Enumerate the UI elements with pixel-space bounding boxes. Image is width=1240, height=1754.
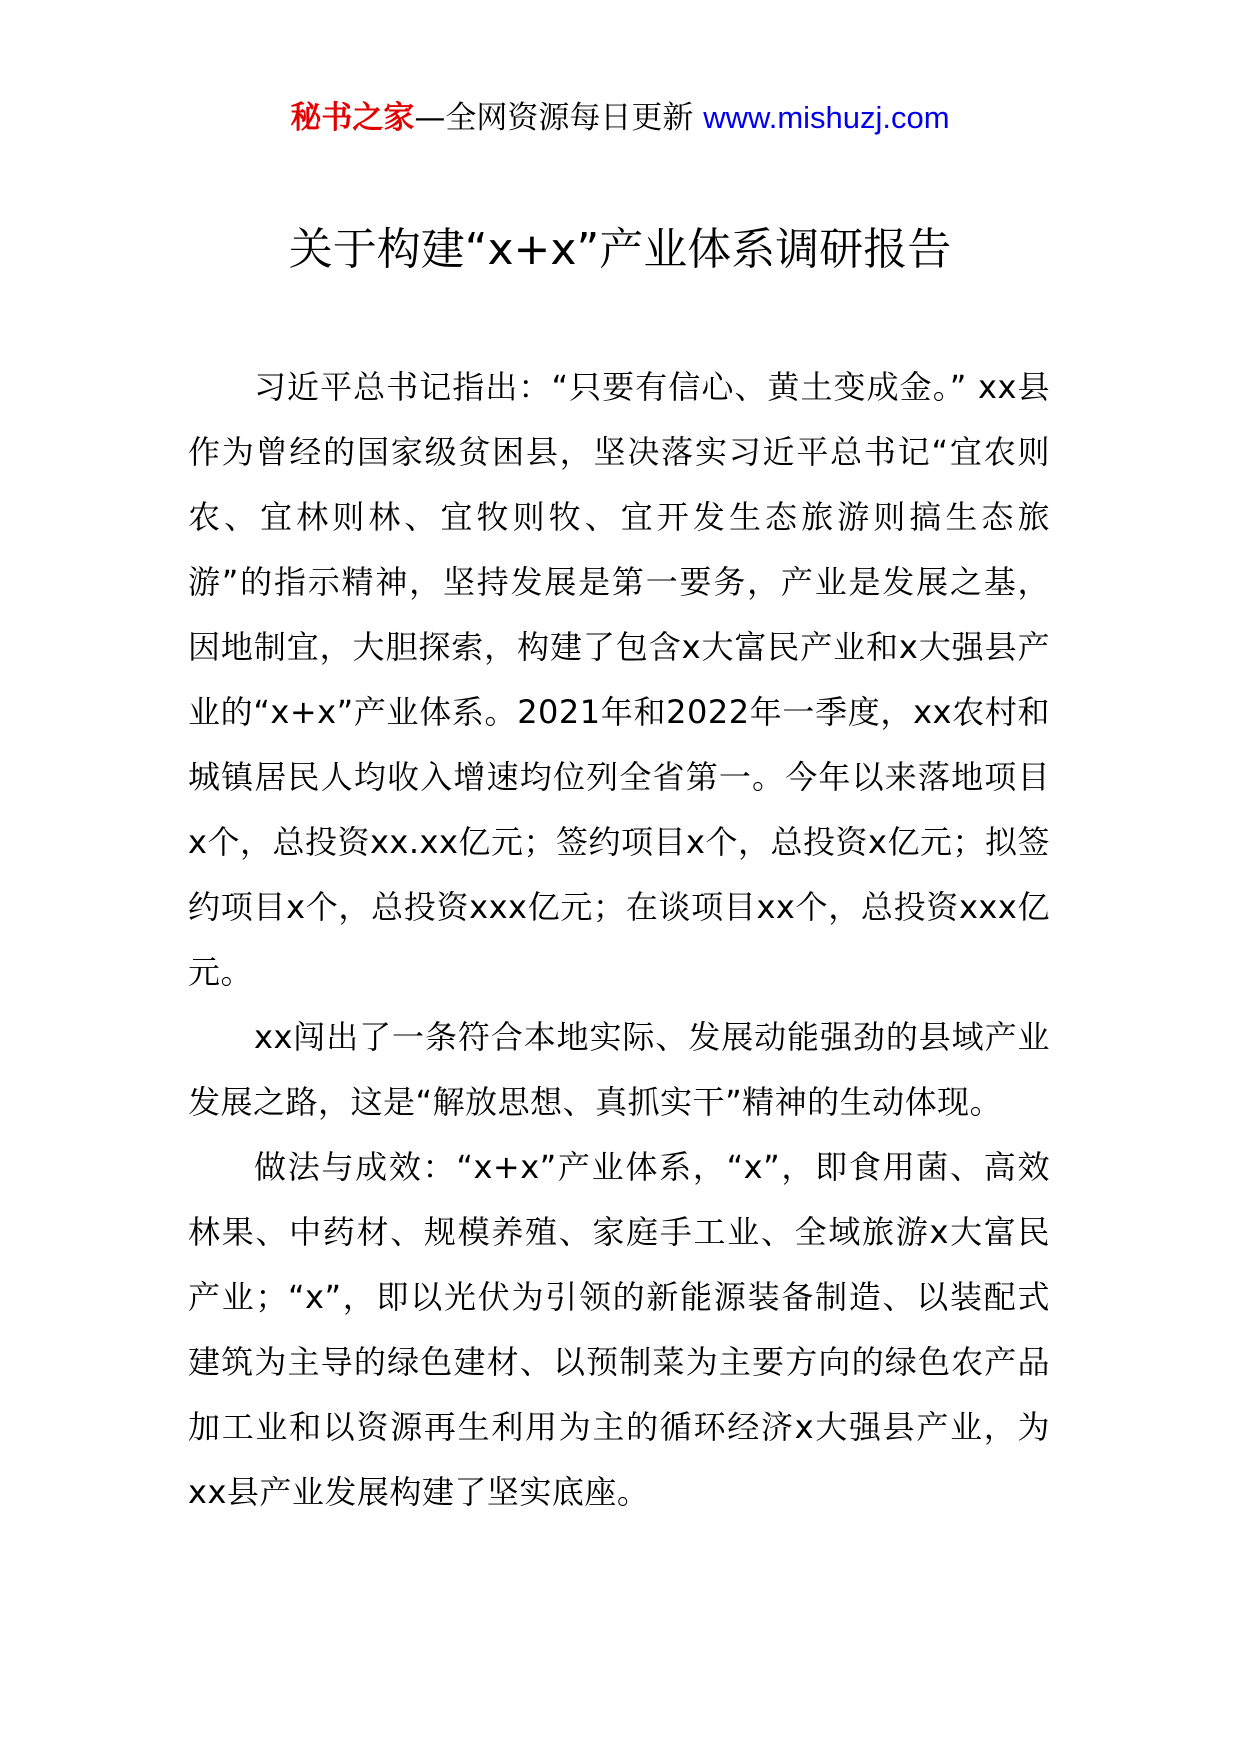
paragraph-methods: 做法与成效：“x+x”产业体系，“x”，即食用菌、高效林果、中药材、规模养殖、家庭手工业、全域旅游x大富民产业；“x”，即以光伏为引领的新能源装备制造、以装配式建筑为主导的绿色建材、以预制菜为主要方向的绿色农产品加工业和以资源再生利用为主的循环经济x大强县产业，为xx县产业发展构建了坚实底座。	[188, 1148, 1050, 1511]
document-title: 关于构建“x+x”产业体系调研报告	[288, 224, 952, 275]
paragraph-intro: 习近平总书记指出：“只要有信心、黄土变成金。” xx县作为曾经的国家级贫困县，坚决落实习近平总书记“宜农则农、宜林则林、宜牧则牧、宜开发生态旅游则搞生态旅游”的指示精神，坚持发展是第一要务，产业是发展之基，因地制宜，大胆探索，构建了包含x大富民产业和x大强县产业的“x+x”产业体系。2021年和2022年一季度，xx农村和城镇居民人均收入增速均位列全省第一。今年以来落地项目x个，总投资xx.xx亿元；签约项目x个，总投资x亿元；拟签约项目x个，总投资xxx亿元；在谈项目xx个，总投资xxx亿元。	[188, 368, 1050, 991]
document-body	[188, 355, 1050, 1525]
site-banner	[0, 98, 1240, 138]
brand-name: 秘书之家	[290, 100, 415, 136]
site-url-link[interactable]: www.mishuzj.com	[703, 100, 950, 135]
banner-tagline: —全网资源每日更新	[414, 100, 694, 136]
paragraph-summary: xx闯出了一条符合本地实际、发展动能强劲的县域产业发展之路，这是“解放思想、真抓实干”精神的生动体现。	[188, 1018, 1050, 1121]
